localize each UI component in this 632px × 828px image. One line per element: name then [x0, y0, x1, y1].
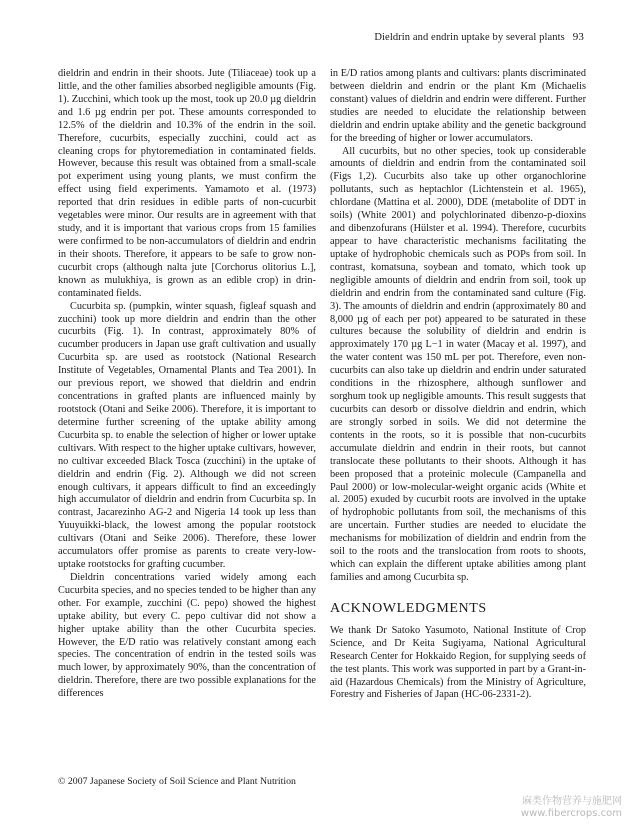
body-paragraph: All cucurbits, but no other species, took up considerable amounts of dieldrin and endrin from the contaminated soil (Figs 1,2). Cucurbits also take up other organochlorine pollutants, such as heptachlor (Lichtenstein et al. 1965), chlordane (Mattina et al. 2000), DDE (metabolite of DDT in soils) (White 2001) and polychlorinated dibenzo-p-dioxins and dibenzofurans (Hülster et al. 1994). Therefore, cucurbits appear to have characteristic mechanisms facilitating the uptake of hydrophobic chemicals such as POPs from soil. In contrast, komatsuna, soybean and tomato, which took up negligible amounts of dieldrin and endrin from soil, took up dieldrin and endrin from the contaminated sand culture (Fig. 3). The amounts of dieldrin and endrin (approximately 80 and 8,000 µg of each per pot) appeared to be saturated in these cultures because the solubility of dieldrin and endrin is approximately 170 µg L−1 in water (Macay et al. 1997), and the water content was 150 mL per pot. Therefore, even non-cucurbits can also take up dieldrin and endrin under saturated conditions in the rhizosphere, although sunflower and sorghum took up negligible amounts. This result suggests that cucurbits can desorb or dissolve dieldrin and endrin, which are strongly sorbed in soils. We did not determine the contents in the roots, so it is possible that non-cucurbits accumulate dieldrin and endrin in their roots, but cannot translocate these pollutants to their shoots. Although it has been proposed that a proteinic molecule (Campanella and Paul 2000) or low-molecular-weight organic acids (White et al. 2005) exuded by cucurbit roots are involved in the uptake of hydrophobic pollutants from soil, the mechanisms of this are uncertain. Further studies are needed to elucidate the mechanisms for mobilization of dieldrin and endrin from the soil to the roots and the translocation from roots to shoots, which can explain the different uptake abilities among plant families and among Cucurbita sp. — [330, 145, 586, 583]
watermark-url: www.fibercrops.com — [520, 808, 622, 819]
copyright-footer: © 2007 Japanese Society of Soil Science and Plant Nutrition — [58, 776, 296, 787]
section-heading-acknowledgments: ACKNOWLEDGMENTS — [330, 600, 487, 616]
right-column — [330, 68, 586, 702]
running-header — [374, 31, 584, 43]
watermark-line: 麻类作物营养与施肥网 — [522, 796, 622, 807]
body-paragraph: Dieldrin concentrations varied widely among each Cucurbita species, and no species tended to be higher than any other. For example, zucchini (C. pepo) showed the highest uptake ability, but every C. pepo cultivar did not show a higher uptake ability than the other Cucurbita species. However, the E/D ratio was relatively constant among each species. The concentration of endrin in the tested soils was much lower, by approximately 90%, than the concentration of dieldrin. Therefore, there are two possible explanations for the differences — [58, 571, 316, 700]
body-paragraph: in E/D ratios among plants and cultivars: plants discriminated between dieldrin and endrin or the plant Km (Michaelis constant) values of dieldrin and endrin were different. Further studies are needed to elucidate the relationship between dieldrin and endrin uptake ability and the genetic background for the breeding of higher or lower accumulators. — [330, 68, 586, 144]
watermark — [521, 796, 622, 820]
left-column — [58, 68, 316, 701]
running-title: Dieldrin and endrin uptake by several plants — [374, 32, 565, 43]
body-paragraph: dieldrin and endrin in their shoots. Jute (Tiliaceae) took up a little, and the other families absorbed negligible amounts (Fig. 1). Zucchini, which took up the most, took up 20.0 µg dieldrin and 1.6 µg endrin per pot. These amounts corresponded to 12.5% of the dieldrin and 10.3% of the endrin in the soil. Therefore, cucurbits, especially zucchini, could act as cleaning crops for phytoremediation in contaminated fields. However, because this result was obtained from a small-scale pot experiment using young plants, we must confirm the effect using field experiments. Yamamoto et al. (1973) reported that drin residues in edible parts of non-cucurbit vegetables were minor. Our results are in agreement with that study, and it is important that various crops from 15 families were confirmed to be non-accumulators of dieldrin and endrin in their shoots. Therefore, it appears to be safe to grow non-cucurbit crops (although nalta jute [Corchorus olitorius L.], known as mulukhiya, is grown as an edible crop) in drin-contaminated fields. — [58, 68, 316, 299]
body-paragraph: Cucurbita sp. (pumpkin, winter squash, figleaf squash and zucchini) took up more dieldrin and endrin than the other cucurbits (Fig. 1). In contrast, approximately 80% of cucumber producers in Japan use graft cultivation and usually Cucurbita sp. are used as rootstock (National Research Institute of Vegetables, Ornamental Plants and Tea 2001). In our previous report, we showed that dieldrin and endrin concentrations in grafted plants are influenced mainly by rootstock (Otani and Seike 2006). Therefore, it is important to determine further screening of the uptake ability among Cucurbita sp. to enable the selection of higher or lower uptake cultivars. With respect to the higher uptake cultivars, however, no cultivar exceeded Black Tosca (zucchini) in the uptake of dieldrin and endrin (Fig. 2). Although we did not screen enough cultivars, it appears difficult to find an exceedingly high accumulator of dieldrin and endrin from Cucurbita sp. In contrast, Jacarezinho AG-2 and Nigeria 14 took up less than Yuuyuikki-black, the lowest among the popular rootstock cultivars (Otani and Seike 2006). Therefore, these lower accumulators offer promise as parents to create very-low-uptake rootstocks for grafting cucumber. — [58, 300, 316, 571]
acknowledgments-text: We thank Dr Satoko Yasumoto, National Institute of Crop Science, and Dr Keita Sugiyama, National Agricultural Research Center for Hokkaido Region, for supplying seeds of the test plants. This work was supported in part by a Grant-in-aid (Hazardous Chemicals) from the Ministry of Agriculture, Forestry and Fisheries of Japan (HC-06-2331-2). — [330, 624, 586, 701]
page-number: 93 — [572, 31, 584, 43]
